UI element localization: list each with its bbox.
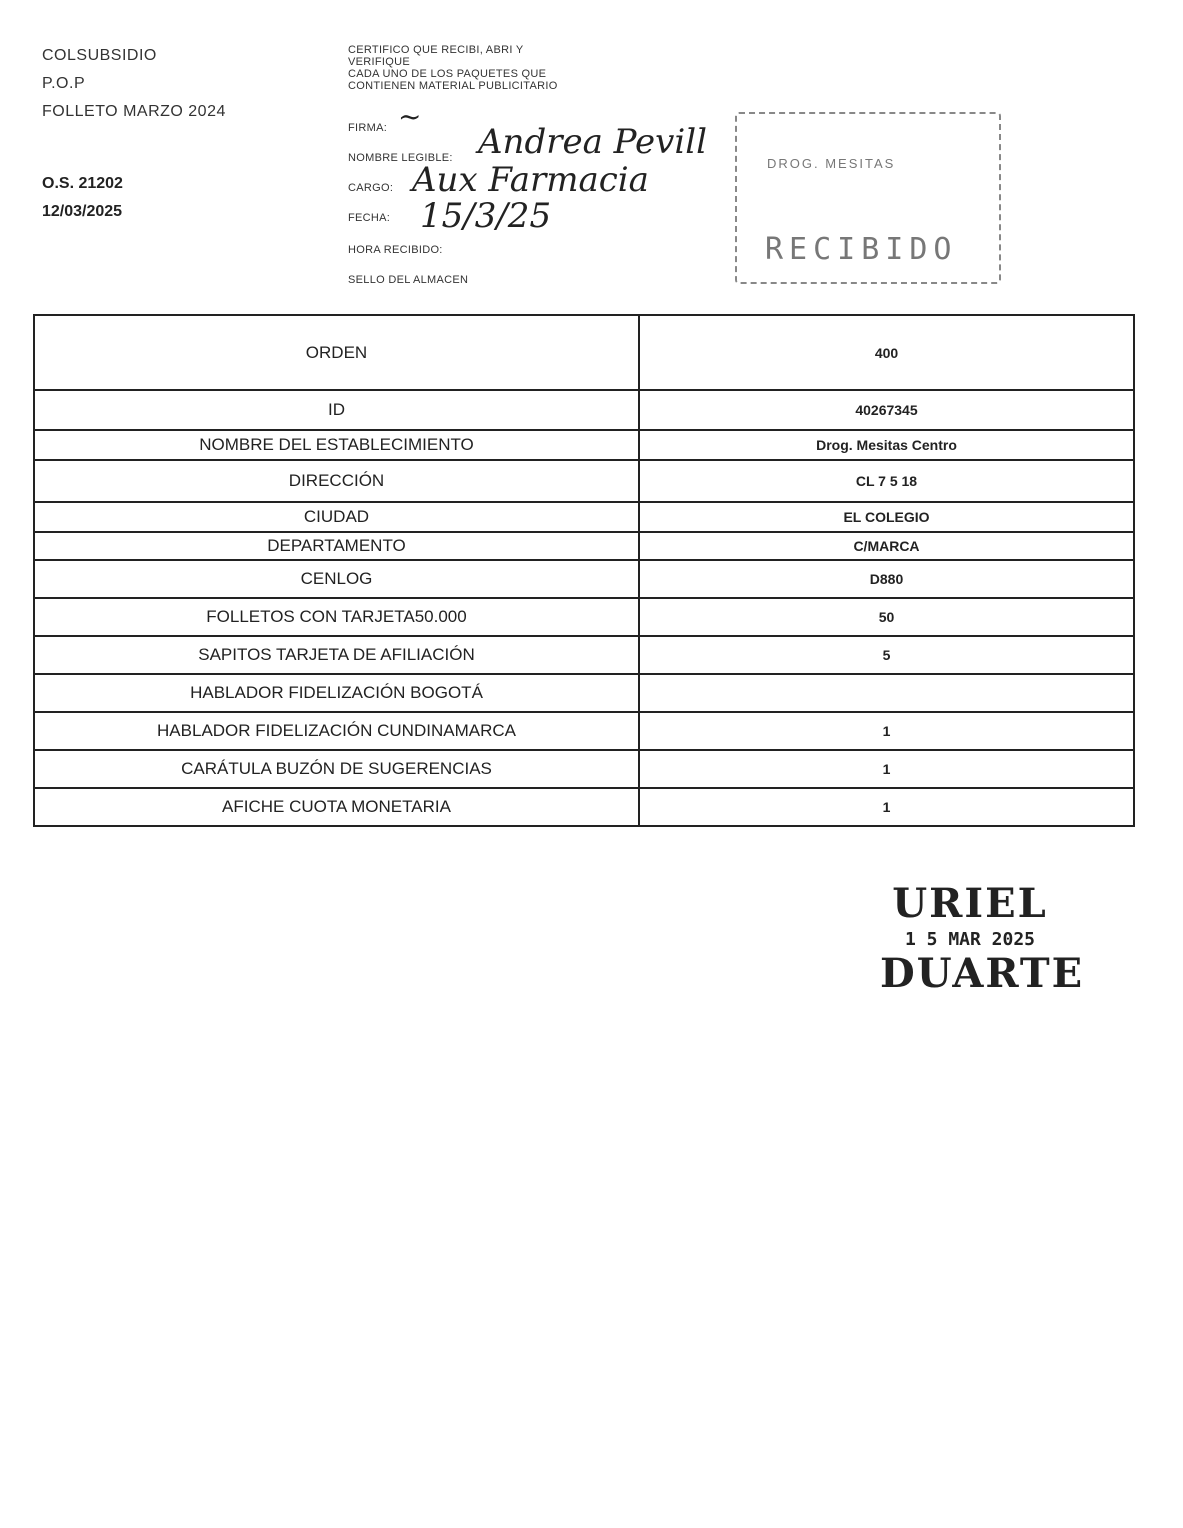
row-value: 400	[639, 315, 1134, 390]
certification-text	[348, 44, 618, 92]
stamp-date: 1 5 MAR 2025	[904, 929, 1036, 950]
row-label: DEPARTAMENTO	[34, 532, 639, 560]
cert-line: CONTIENEN MATERIAL PUBLICITARIO	[348, 80, 558, 92]
cert-line: CADA UNO DE LOS PAQUETES QUE	[348, 68, 547, 80]
stamp-received: RECIBIDO	[765, 232, 958, 267]
row-value: 50	[639, 598, 1134, 636]
table-row	[34, 674, 1134, 712]
row-label: ID	[34, 390, 639, 430]
delivery-table	[33, 314, 1135, 827]
row-value: CL 7 5 18	[639, 460, 1134, 502]
row-label: CARÁTULA BUZÓN DE SUGERENCIAS	[34, 750, 639, 788]
table-row	[34, 315, 1134, 390]
table-row	[34, 560, 1134, 598]
order-info	[42, 170, 123, 226]
table-row	[34, 788, 1134, 826]
row-label: CENLOG	[34, 560, 639, 598]
table-row	[34, 712, 1134, 750]
table-row	[34, 460, 1134, 502]
row-value: EL COLEGIO	[639, 502, 1134, 532]
handwritten-name: Andrea Pevill	[478, 122, 707, 162]
hora-label: HORA RECIBIDO:	[348, 244, 443, 256]
os-number: O.S. 21202	[42, 175, 123, 192]
handwritten-fecha: 15/3/25	[420, 196, 552, 236]
pop-label: P.O.P	[42, 75, 86, 92]
folleto-label: FOLLETO MARZO 2024	[42, 103, 226, 120]
firma-label: FIRMA:	[348, 122, 388, 134]
store-stamp	[735, 112, 1001, 284]
row-label: FOLLETOS CON TARJETA50.000	[34, 598, 639, 636]
table-row	[34, 390, 1134, 430]
row-label: CIUDAD	[34, 502, 639, 532]
row-label: DIRECCIÓN	[34, 460, 639, 502]
table-row	[34, 502, 1134, 532]
fecha-label: FECHA:	[348, 212, 391, 224]
stamp-store-name: DROG. MESITAS	[767, 156, 896, 171]
os-date: 12/03/2025	[42, 203, 123, 220]
header-left	[42, 42, 226, 126]
row-label: HABLADOR FIDELIZACIÓN CUNDINAMARCA	[34, 712, 639, 750]
cargo-label: CARGO:	[348, 182, 394, 194]
table-row	[34, 750, 1134, 788]
nombre-label: NOMBRE LEGIBLE:	[348, 152, 453, 164]
row-value: Drog. Mesitas Centro	[639, 430, 1134, 460]
received-stamp	[880, 880, 1085, 997]
company-name: COLSUBSIDIO	[42, 47, 157, 64]
row-label: NOMBRE DEL ESTABLECIMIENTO	[34, 430, 639, 460]
row-label: SAPITOS TARJETA DE AFILIACIÓN	[34, 636, 639, 674]
stamp-last-name: DUARTE	[880, 950, 1085, 997]
table-row	[34, 598, 1134, 636]
row-value: 40267345	[639, 390, 1134, 430]
handwritten-cargo: Aux Farmacia	[412, 160, 649, 200]
table-row	[34, 430, 1134, 460]
row-value: 1	[639, 712, 1134, 750]
cert-line: CERTIFICO QUE RECIBI, ABRI Y	[348, 44, 524, 56]
row-label: AFICHE CUOTA MONETARIA	[34, 788, 639, 826]
cert-line: VERIFIQUE	[348, 56, 410, 68]
table-row	[34, 532, 1134, 560]
row-value: C/MARCA	[639, 532, 1134, 560]
row-value	[639, 674, 1134, 712]
row-value: D880	[639, 560, 1134, 598]
row-value: 1	[639, 750, 1134, 788]
stamp-first-name: URIEL	[892, 880, 1048, 927]
sello-label: SELLO DEL ALMACEN	[348, 274, 469, 286]
row-value: 5	[639, 636, 1134, 674]
table-row	[34, 636, 1134, 674]
row-label: HABLADOR FIDELIZACIÓN BOGOTÁ	[34, 674, 639, 712]
row-value: 1	[639, 788, 1134, 826]
signature: ~	[398, 100, 422, 133]
row-label: ORDEN	[34, 315, 639, 390]
